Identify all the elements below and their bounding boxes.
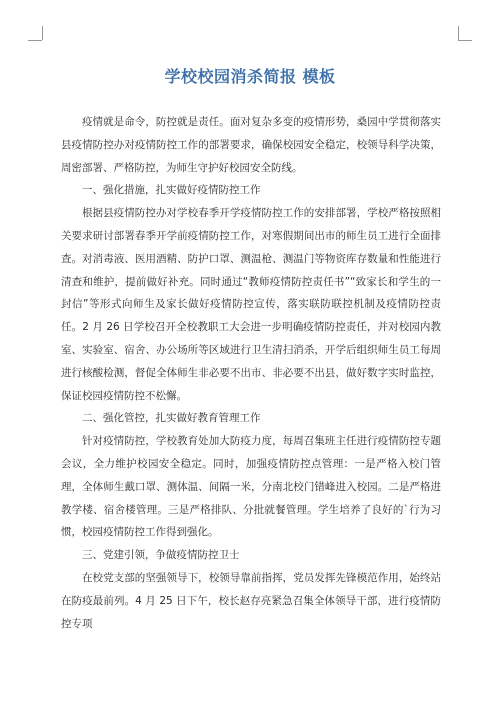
- section-paragraph: 针对疫情防控，学校教育处加大防疫力度，每周召集班主任进行疫情防控专题会议，全力维护校园安全稳定。同时，加强疫情防控点管理：一是严格入校门管理，全体师生戴口罩、测体温、间隔一米，分南北校门错峰进入校园。二是严格进教学楼、宿舍楼管理。三是严格排队、分批就餐管理。学生培养了良好的`行为习惯，校园疫情防控工作得到强化。: [61, 435, 441, 539]
- document-body: [61, 111, 441, 635]
- crop-mark-top-right-vertical: [458, 26, 459, 40]
- crop-mark-top-left-vertical: [42, 26, 43, 40]
- section-heading: 三、党建引领，争做疫情防控卫士: [82, 549, 240, 562]
- crop-mark-top-left: [28, 40, 42, 41]
- section-heading: 二、强化管控，扎实做好教育管理工作: [82, 412, 261, 425]
- crop-mark-top-right: [458, 40, 472, 41]
- section-paragraph: 根据县疫情防控办对学校春季开学疫情防控工作的安排部署，学校严格按照相关要求研讨部署春季开学前疫情防控工作，对寒假期间出市的师生员工进行全面排查。对消毒液、医用酒精、防护口罩、测温枪、测温门等物资库存数量和性能进行清查和维护，提前做好补充。同时通过“教师疫情防控责任书”“致家长和学生的一封信”等形式向师生及家长做好疫情防控宣传，落实联防联控机制及疫情防控责任。2 月 26 日学校召开全校教职工大会进一步明确疫情防控责任，并对校园内教室、实验室、宿舍、办公场所等区域进行卫生清扫消杀，开学后组织师生员工每周进行核酸检测，督促全体师生非必要不出市、非必要不出县，做好数字实时监控，保证校园疫情防控不松懈。: [61, 207, 441, 402]
- section-paragraph: 在校党支部的坚强领导下，校领导靠前指挥，党员发挥先锋模范作用，始终站在防疫最前列。4 月 25 日下午，校长赵存亮紧急召集全体领导干部，进行疫情防控专项: [61, 571, 441, 630]
- intro-paragraph: 疫情就是命令，防控就是责任。面对复杂多变的疫情形势，桑园中学贯彻落实县疫情防控办对疫情防控工作的部署要求，确保校园安全稳定，校领导科学决策，周密部署、严格防控，为师生守护好校园安全防线。: [61, 116, 441, 174]
- section-heading: 一、强化措施，扎实做好疫情防控工作: [82, 184, 261, 197]
- document-title: 学校校园消杀简报 模板: [164, 67, 336, 86]
